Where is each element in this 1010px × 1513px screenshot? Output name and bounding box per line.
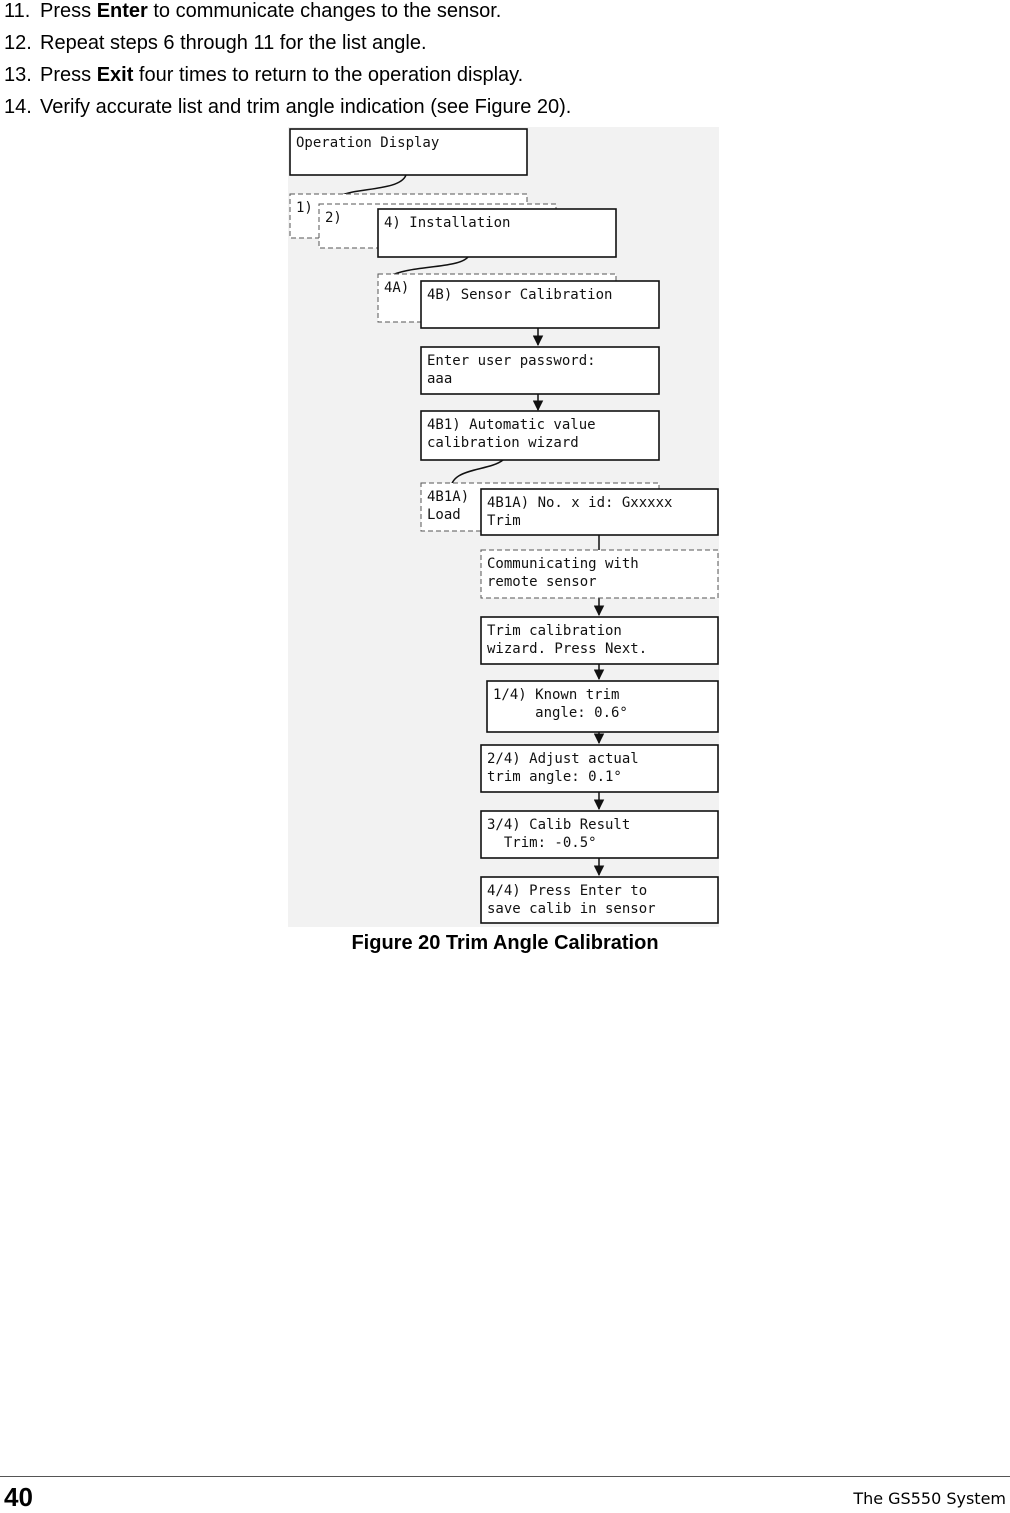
footer-divider: [0, 1476, 1010, 1477]
step-number: 11.: [4, 0, 31, 22]
box-text-line: angle: 0.6°: [493, 705, 628, 721]
box-password: [421, 347, 659, 394]
box-text-line: Trim: [487, 513, 521, 529]
step-13: [4, 60, 523, 90]
step-12: [4, 28, 427, 58]
box-text-line: remote sensor: [487, 574, 597, 590]
step-14: [4, 92, 571, 122]
box-text-line: 4) Installation: [384, 215, 511, 231]
step-11: [4, 0, 501, 26]
box-known-trim: [487, 681, 718, 732]
box-text-line: save calib in sensor: [487, 901, 656, 917]
step-text: Press: [40, 64, 97, 86]
box-text-line: 1): [296, 200, 313, 216]
box-text-line: 4/4) Press Enter to: [487, 883, 648, 899]
box-text-line: 4B1) Automatic value: [427, 417, 596, 433]
step-text: Press: [40, 0, 97, 22]
step-text-end: four times to return to the operation display.: [133, 64, 524, 86]
box-text-line: 4A): [384, 280, 410, 296]
step-number: 14.: [4, 96, 32, 118]
box-text-line: 4B1A) No. x id: Gxxxxx: [487, 495, 673, 511]
box-text-line: Operation Display: [296, 135, 440, 151]
box-installation: [378, 209, 616, 257]
box-text-line: Trim calibration: [487, 623, 622, 639]
step-number: 12.: [4, 32, 32, 54]
box-press-enter: [481, 877, 718, 923]
trim-calibration-flow-diagram: [288, 127, 719, 927]
box-adjust-trim: [481, 745, 718, 792]
figure-caption: Figure 20 Trim Angle Calibration: [351, 932, 659, 954]
box-text-line: calibration wizard: [427, 435, 579, 451]
document-title: The GS550 System: [853, 1489, 1006, 1508]
box-sensor-id: [481, 489, 718, 535]
box-trim-wizard: [481, 617, 718, 664]
box-text-line: aaa: [427, 371, 453, 387]
box-text-line: trim angle: 0.1°: [487, 769, 622, 785]
box-text-line: 4B) Sensor Calibration: [427, 287, 613, 303]
box-text-line: 2): [325, 210, 342, 226]
box-auto-wizard: [421, 411, 659, 460]
box-text-line: 4B1A): [427, 489, 470, 505]
box-text-line: Trim: -0.5°: [487, 835, 597, 851]
box-text-line: Load: [427, 507, 461, 523]
box-sensor-calibration: [421, 281, 659, 328]
step-number: 13.: [4, 64, 32, 86]
page-number: 40: [4, 1482, 33, 1512]
step-text-end: to communicate changes to the sensor.: [147, 0, 502, 22]
box-text-line: Communicating with: [487, 556, 639, 572]
step-text: Verify accurate list and trim angle indication (see Figure 20).: [40, 96, 572, 118]
box-calib-result: [481, 811, 718, 858]
box-communicating: [481, 550, 718, 598]
box-operation-display: [290, 129, 527, 175]
step-key: Enter: [96, 0, 148, 22]
box-text-line: 1/4) Known trim: [493, 687, 620, 703]
box-text-line: wizard. Press Next.: [487, 641, 648, 657]
box-text-line: 2/4) Adjust actual: [487, 751, 639, 767]
box-text-line: 3/4) Calib Result: [487, 817, 631, 833]
step-text: Repeat steps 6 through 11 for the list angle.: [40, 32, 427, 54]
step-key: Exit: [96, 64, 134, 86]
box-text-line: Enter user password:: [427, 353, 596, 369]
